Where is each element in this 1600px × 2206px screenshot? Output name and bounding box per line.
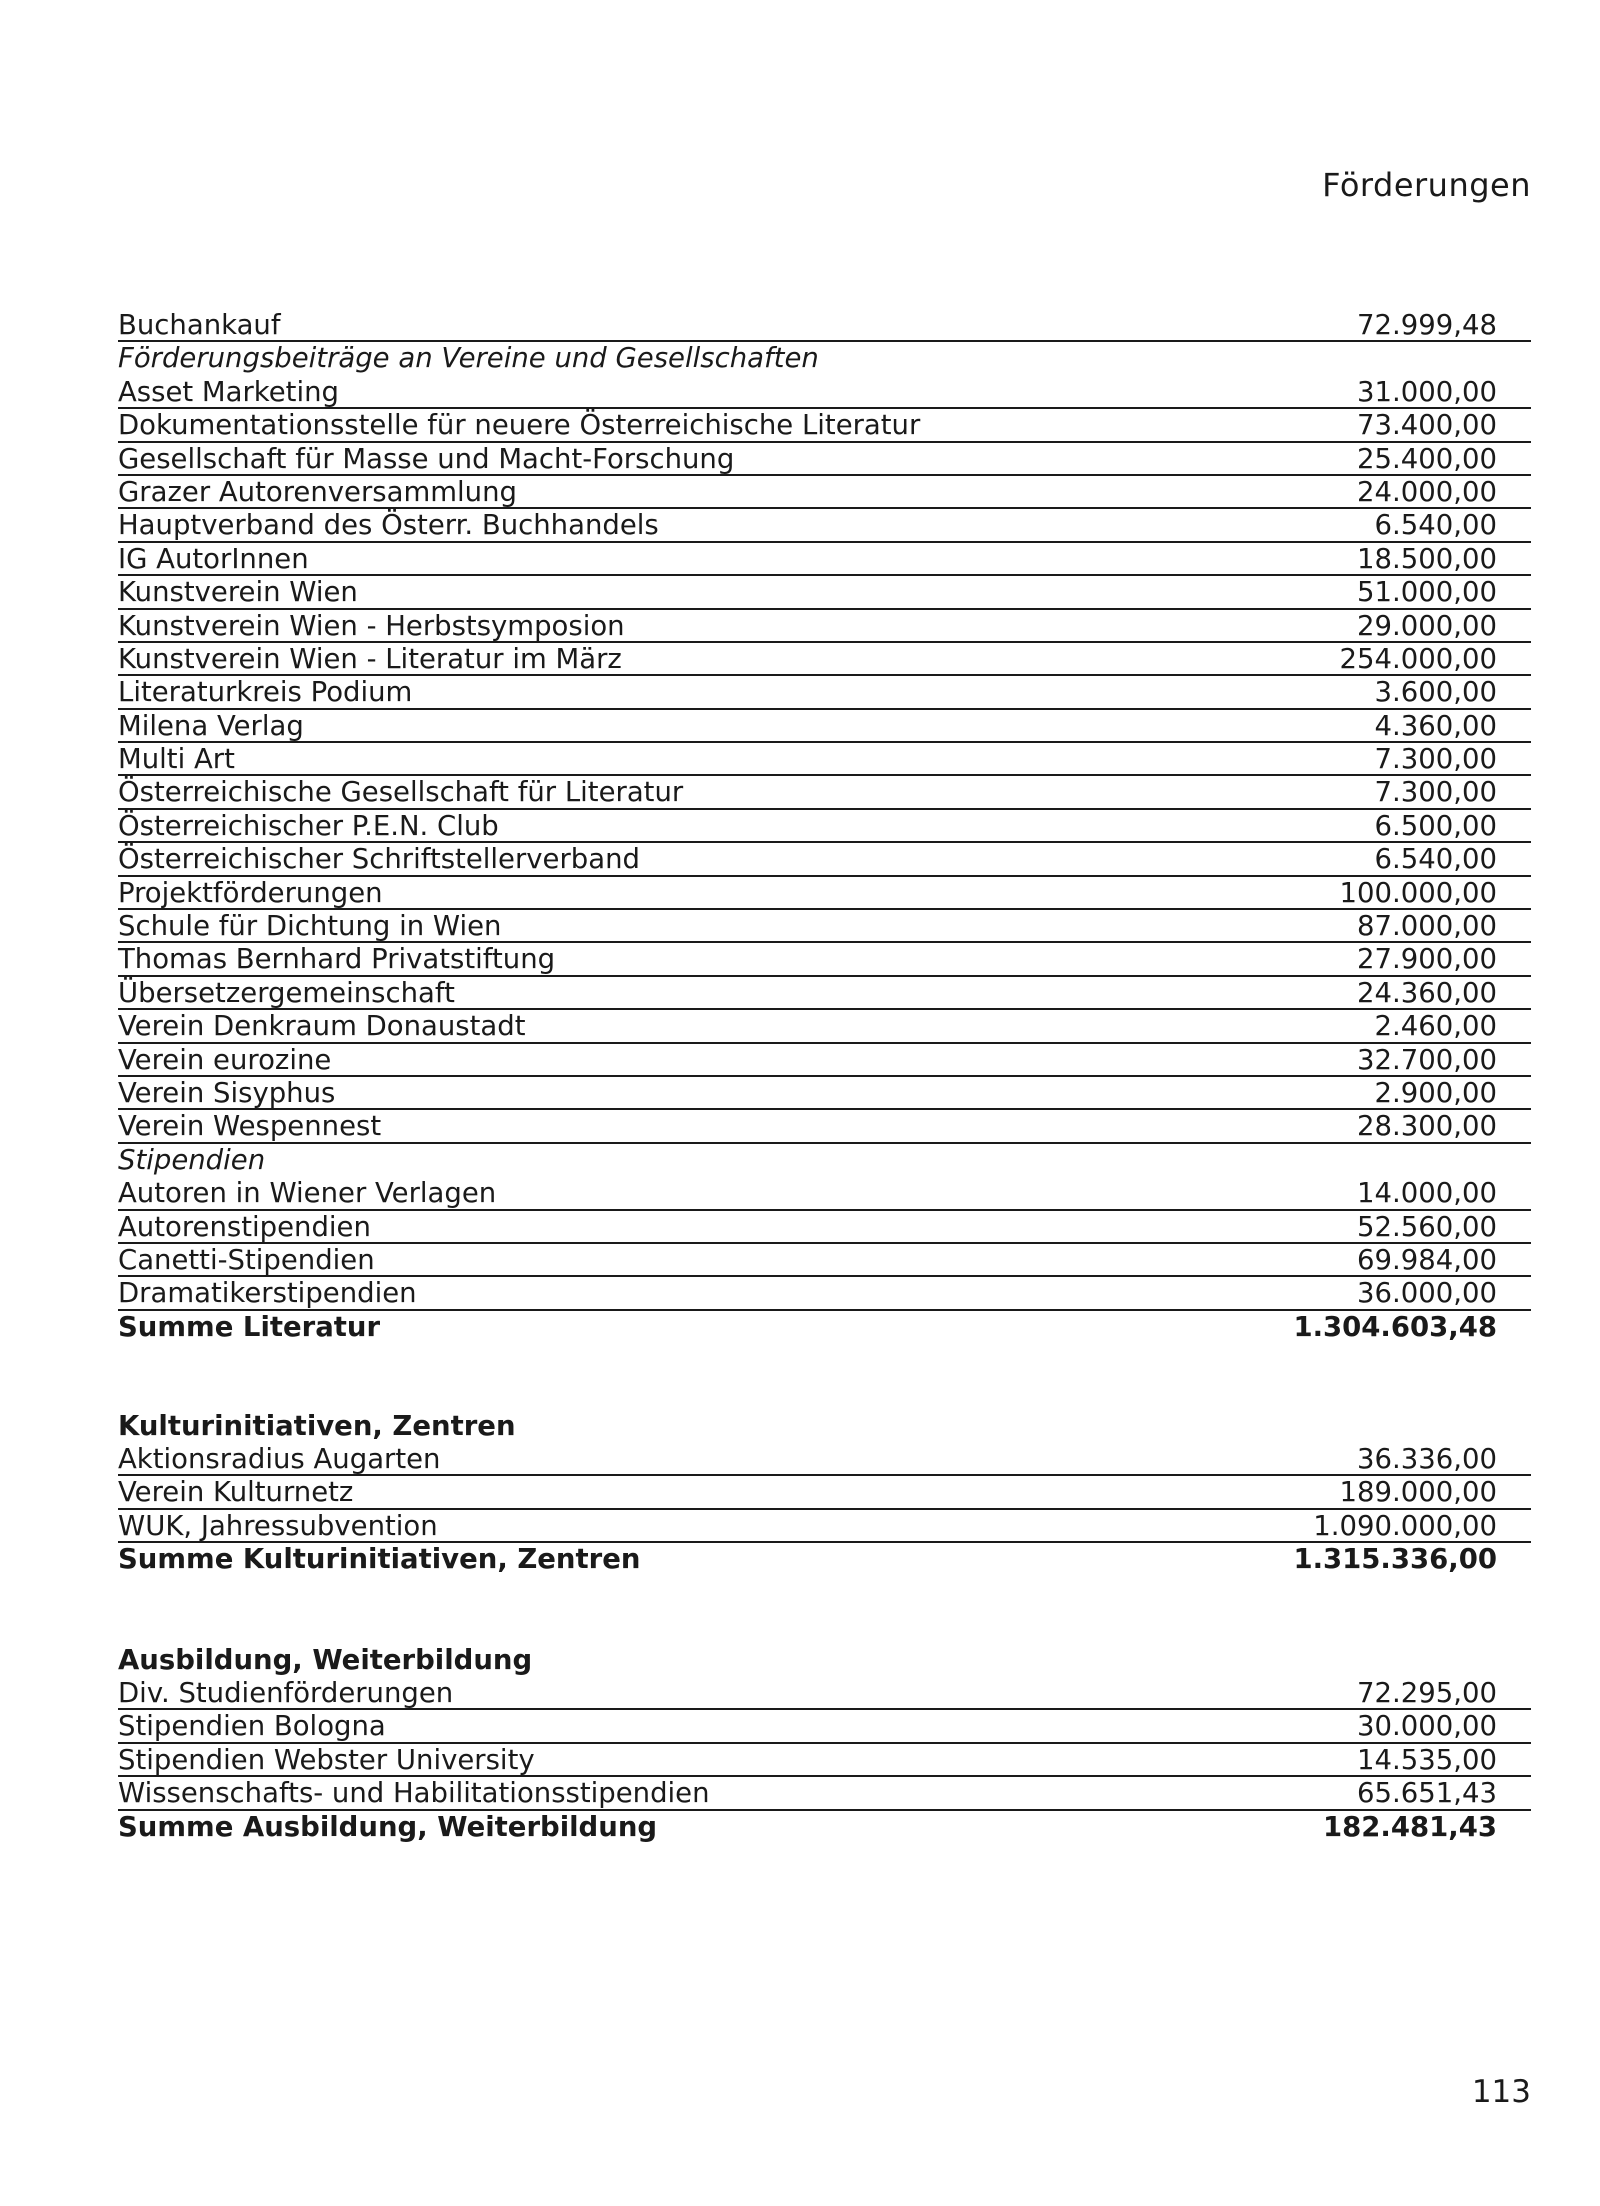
table-row [118,1510,1531,1543]
row-label: Thomas Bernhard Privatstiftung [118,943,556,976]
row-amount: 31.000,00 [1357,375,1497,408]
row-label: Aktionsradius Augarten [118,1443,441,1475]
total-label: Summe Literatur [118,1310,381,1343]
row-label: Stipendien Bologna [118,1710,386,1743]
row-label: Hauptverband des Österr. Buchhandels [118,509,659,542]
table-row [118,1710,1531,1743]
row-amount: 189.000,00 [1339,1476,1497,1509]
row-amount: 30.000,00 [1357,1710,1497,1743]
row-label: Kunstverein Wien [118,576,358,609]
row-amount: 100.000,00 [1339,876,1497,909]
row-amount: 36.336,00 [1357,1443,1497,1475]
row-label: Stipendien Webster University [118,1743,535,1776]
row-amount: 2.460,00 [1374,1010,1497,1043]
row-label: Verein Sisyphus [118,1076,336,1109]
row-label: IG AutorInnen [118,542,309,575]
table-row [118,309,1531,342]
row-amount: 6.540,00 [1374,509,1497,542]
table-row [118,643,1531,676]
table-row [118,1677,1531,1710]
row-amount: 7.300,00 [1374,743,1497,776]
total-row [118,1811,1531,1844]
row-amount: 36.000,00 [1357,1277,1497,1310]
row-label: Asset Marketing [118,375,339,408]
table-row [118,443,1531,476]
table-row [118,476,1531,509]
row-amount: 3.600,00 [1374,676,1497,709]
row-amount: 65.651,43 [1357,1777,1497,1810]
table-row [118,1476,1531,1509]
section-heading: Kulturinitiativen, Zentren [118,1410,516,1442]
row-amount: 72.999,48 [1357,309,1497,341]
kulturinitiativen-section [118,1409,1531,1577]
table-row [118,1077,1531,1110]
row-amount: 73.400,00 [1357,409,1497,442]
row-label: Österreichischer P.E.N. Club [118,809,499,842]
row-label: Milena Verlag [118,709,304,742]
row-label: Wissenschafts- und Habilitationsstipendien [118,1777,710,1810]
row-amount: 4.360,00 [1374,709,1497,742]
table-row [118,1777,1531,1810]
table-row [118,610,1531,643]
row-amount: 7.300,00 [1374,776,1497,809]
row-amount: 6.500,00 [1374,809,1497,842]
table-row [118,1744,1531,1777]
table-row [118,1277,1531,1310]
row-label: Literaturkreis Podium [118,676,413,709]
row-amount: 52.560,00 [1357,1210,1497,1243]
table-row [118,676,1531,709]
row-amount: 28.300,00 [1357,1110,1497,1143]
row-label: Kunstverein Wien - Literatur im März [118,642,622,675]
row-amount: 2.900,00 [1374,1076,1497,1109]
table-row [118,1044,1531,1077]
row-label: Stipendien [118,1143,266,1176]
total-amount: 182.481,43 [1323,1810,1497,1843]
row-label: Verein Wespennest [118,1110,382,1143]
page-header-title: Förderungen [1322,166,1531,204]
total-label: Summe Kulturinitiativen, Zentren [118,1543,641,1576]
table-row [118,910,1531,943]
table-row [118,1010,1531,1043]
table-row [118,576,1531,609]
section-heading: Ausbildung, Weiterbildung [118,1644,533,1676]
total-amount: 1.315.336,00 [1293,1543,1497,1576]
subheading-row [118,342,1531,375]
table-row [118,743,1531,776]
row-amount: 32.700,00 [1357,1043,1497,1076]
row-label: Österreichischer Schriftstellerverband [118,843,640,876]
row-amount: 25.400,00 [1357,442,1497,475]
row-amount: 254.000,00 [1339,642,1497,675]
row-label: WUK, Jahressubvention [118,1509,438,1542]
table-row [118,543,1531,576]
row-label: Dokumentationsstelle für neuere Österreichische Literatur [118,409,921,442]
row-label: Verein Denkraum Donaustadt [118,1010,526,1043]
row-label: Grazer Autorenversammlung [118,475,517,508]
row-label: Gesellschaft für Masse und Macht-Forschung [118,442,735,475]
subheading-row [118,1144,1531,1177]
row-label: Österreichische Gesellschaft für Literatur [118,776,684,809]
row-amount: 1.090.000,00 [1313,1509,1497,1542]
row-amount: 27.900,00 [1357,943,1497,976]
row-label: Multi Art [118,743,235,776]
row-amount: 29.000,00 [1357,609,1497,642]
row-label: Dramatikerstipendien [118,1277,417,1310]
total-label: Summe Ausbildung, Weiterbildung [118,1810,658,1843]
row-label: Schule für Dichtung in Wien [118,910,502,943]
total-amount: 1.304.603,48 [1293,1310,1497,1343]
row-label: Förderungsbeiträge an Vereine und Gesellschaften [118,342,819,375]
table-row [118,1110,1531,1143]
page-number: 113 [1471,2074,1531,2110]
table-row [118,1443,1531,1476]
table-row [118,810,1531,843]
row-label: Div. Studienförderungen [118,1677,454,1709]
table-row [118,376,1531,409]
row-label: Projektförderungen [118,876,383,909]
table-row [118,1211,1531,1244]
row-label: Autoren in Wiener Verlagen [118,1177,497,1210]
row-amount: 69.984,00 [1357,1243,1497,1276]
row-label: Kunstverein Wien - Herbstsymposion [118,609,625,642]
table-row [118,977,1531,1010]
table-row [118,943,1531,976]
row-amount: 14.000,00 [1357,1177,1497,1210]
row-amount: 6.540,00 [1374,843,1497,876]
row-label: Übersetzergemeinschaft [118,976,455,1009]
total-row [118,1543,1531,1576]
row-label: Verein eurozine [118,1043,332,1076]
ausbildung-section [118,1643,1531,1844]
row-label: Buchankauf [118,309,281,341]
row-amount: 18.500,00 [1357,542,1497,575]
table-row [118,710,1531,743]
table-row [118,1177,1531,1210]
table-row [118,409,1531,442]
table-row [118,776,1531,809]
row-amount: 24.000,00 [1357,475,1497,508]
row-label: Autorenstipendien [118,1210,371,1243]
table-row [118,1244,1531,1277]
table-row [118,509,1531,542]
row-label: Verein Kulturnetz [118,1476,354,1509]
row-amount: 72.295,00 [1357,1677,1497,1709]
total-row [118,1311,1531,1344]
row-amount: 24.360,00 [1357,976,1497,1009]
table-row [118,877,1531,910]
row-label: Canetti-Stipendien [118,1243,375,1276]
table-row [118,843,1531,876]
row-amount: 87.000,00 [1357,910,1497,943]
row-amount: 14.535,00 [1357,1743,1497,1776]
literatur-section [118,309,1531,1344]
row-amount: 51.000,00 [1357,576,1497,609]
